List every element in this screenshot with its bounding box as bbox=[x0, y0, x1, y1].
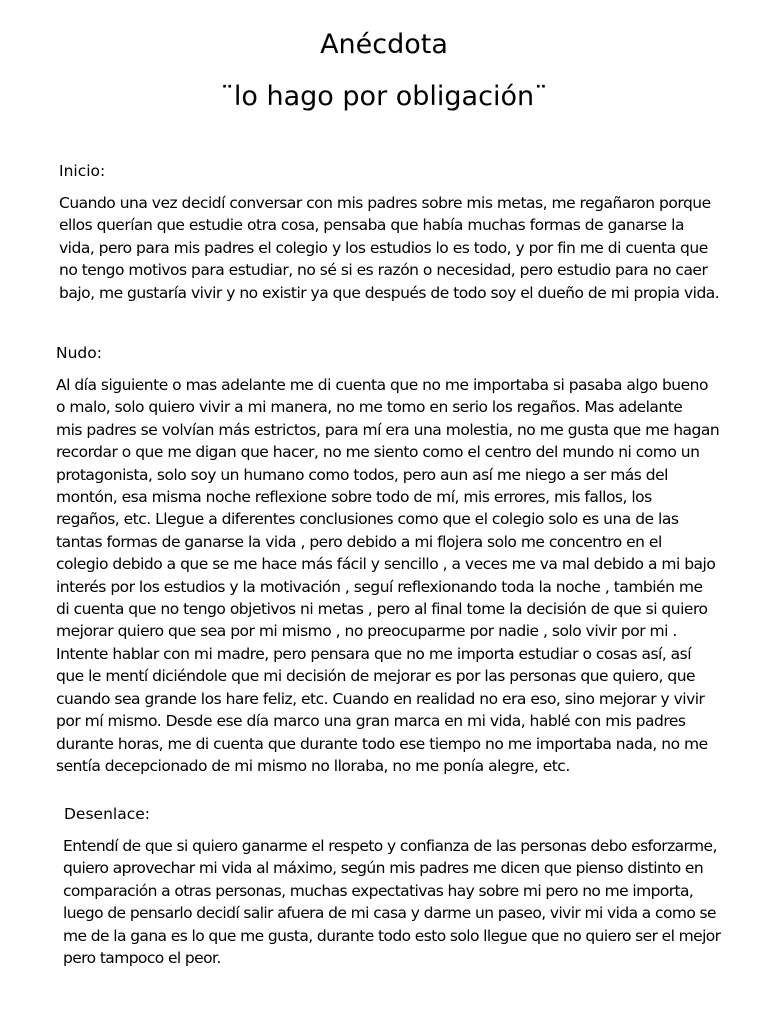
paragraph-line: tantas formas de ganarse la vida , pero debido a mi flojera solo me concentro en el bbox=[56, 532, 662, 551]
paragraph-line: cuando sea grande los hare feliz, etc. Cuando en realidad no era eso, sino mejorar y vivir bbox=[56, 689, 705, 708]
document-subtitle: ¨lo hago por obligación¨ bbox=[220, 81, 548, 112]
paragraph-line: no tengo motivos para estudiar, no sé si es razón o necesidad, pero estudio para no caer bbox=[59, 261, 708, 280]
section-body-desenlace bbox=[63, 835, 720, 969]
paragraph-line: me de la gana es lo que me gusta, durante todo esto solo llegue que no quiero ser el mejor bbox=[63, 926, 721, 945]
paragraph-line: regaños, etc. Llegue a diferentes conclusiones como que el colegio solo es una de las bbox=[56, 510, 679, 529]
section-label-inicio: Inicio: bbox=[59, 162, 106, 180]
paragraph-line: recordar o que me digan que hacer, no me siento como el centro del mundo ni como un bbox=[56, 443, 700, 462]
paragraph-line: que le mentí diciéndole que mi decisión de mejorar es por las personas que quiero, que bbox=[56, 667, 696, 686]
paragraph-line: mejorar quiero que sea por mi mismo , no preocuparme por nadie , solo vivir por mi . bbox=[56, 622, 677, 641]
paragraph-line: Al día siguiente o mas adelante me di cuenta que no me importaba si pasaba algo bueno bbox=[56, 376, 708, 394]
paragraph-line: protagonista, solo soy un humano como todos, pero aun así me niego a ser más del bbox=[56, 465, 668, 484]
paragraph-line: Cuando una vez decidí conversar con mis padres sobre mis metas, me regañaron porque bbox=[59, 194, 711, 212]
paragraph-line: interés por los estudios y la motivación , seguí reflexionando toda la noche , también me bbox=[56, 577, 703, 596]
section-label-nudo: Nudo: bbox=[56, 344, 102, 362]
paragraph-line: di cuenta que no tengo objetivos ni metas , pero al final tome la decisión de que si quiero bbox=[56, 600, 708, 619]
paragraph-line: Intente hablar con mi madre, pero pensara que no me importa estudiar o cosas así, así bbox=[56, 644, 692, 663]
paragraph-line: mis padres se volvían más estrictos, para mí era una molestia, no me gusta que me hagan bbox=[56, 420, 720, 439]
paragraph-line: sentía decepcionado de mi mismo no lloraba, no me ponía alegre, etc. bbox=[56, 756, 570, 775]
paragraph-line: durante horas, me di cuenta que durante todo ese tiempo no me importaba nada, no me bbox=[56, 734, 708, 753]
paragraph-line: o malo, solo quiero vivir a mi manera, no me tomo en serio los regaños. Mas adelante bbox=[56, 398, 683, 417]
section-label-desenlace: Desenlace: bbox=[64, 805, 150, 823]
paragraph-line: quiero aprovechar mi vida al máximo, según mis padres me dicen que pienso distinto en bbox=[63, 859, 704, 878]
section-body-inicio bbox=[59, 192, 719, 304]
paragraph-line: vida, pero para mis padres el colegio y los estudios lo es todo, y por fin me di cuenta que bbox=[59, 238, 708, 257]
paragraph-line: ellos querían que estudie otra cosa, pensaba que había muchas formas de ganarse la bbox=[59, 216, 684, 235]
paragraph-line: pero tampoco el peor. bbox=[63, 949, 221, 968]
paragraph-line: montón, esa misma noche reflexione sobre todo de mí, mis errores, mis fallos, los bbox=[56, 488, 652, 507]
paragraph-line: Entendí de que si quiero ganarme el respeto y confianza de las personas debo esforzarme, bbox=[63, 837, 717, 855]
paragraph-line: bajo, me gustaría vivir y no existir ya que después de todo soy el dueño de mi propia vida. bbox=[59, 283, 720, 302]
paragraph-line: comparación a otras personas, muchas expectativas hay sobre mi pero no me importa, bbox=[63, 881, 694, 900]
paragraph-line: luego de pensarlo decidí salir afuera de mi casa y darme un paseo, vivir mi vida a como se bbox=[63, 904, 716, 923]
document-title: Anécdota bbox=[320, 29, 448, 60]
paragraph-line: por mí mismo. Desde ese día marco una gran marca en mi vida, hablé con mis padres bbox=[56, 712, 686, 731]
paragraph-line: colegio debido a que se me hace más fácil y sencillo , a veces me va mal debido a mi bajo bbox=[56, 555, 716, 574]
section-body-nudo bbox=[56, 374, 719, 777]
